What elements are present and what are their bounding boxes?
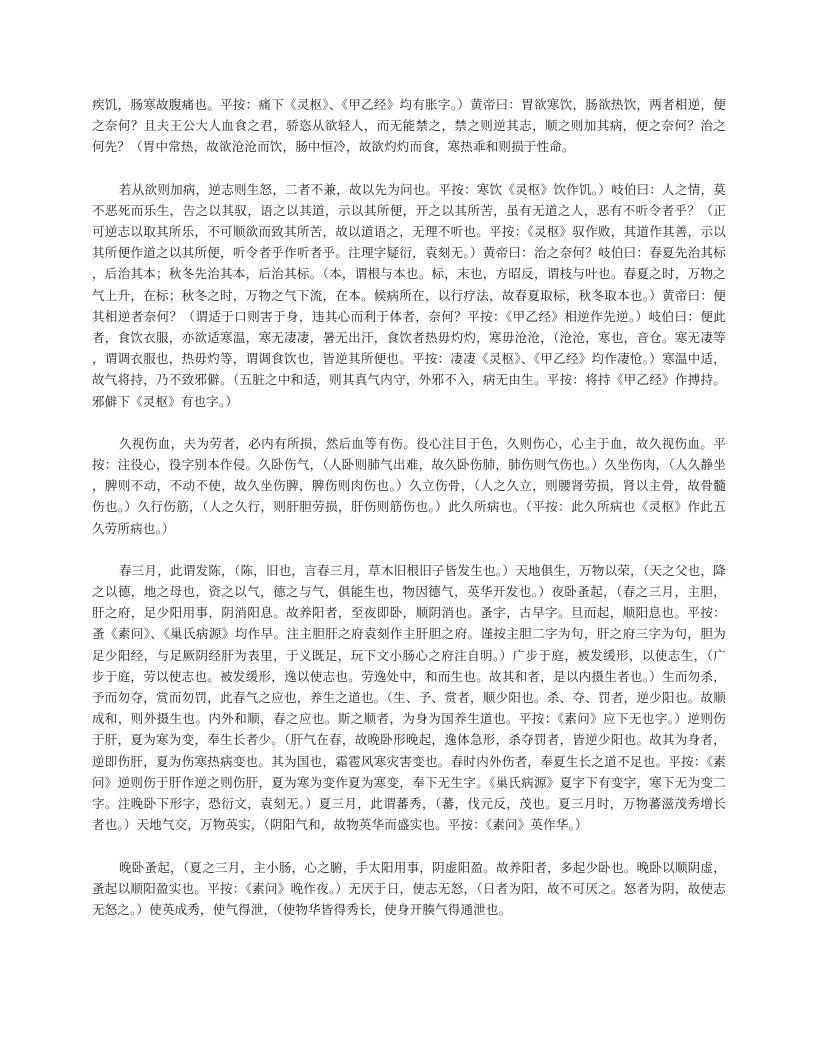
paragraph-1: 疾饥，肠寒故腹痛也。平按：痛下《灵枢》、《甲乙经》均有胀字。）黄帝曰：胃欲寒饮，肠欲热饮，两者相逆，便之奈何？且夫王公大人血食之君，骄恣从欲轻人，而无能禁之，禁之则逆其志，顺之则加其病，便之奈何？治之何先？（胃中常热，故欲沧沧而饮，肠中恒冷，故欲灼灼而食，寒热乖和则损于性命。: [92, 97, 726, 155]
document-page: [92, 94, 726, 941]
paragraph-4: 春三月，此谓发陈，（陈，旧也，言春三月，草木旧根旧子皆发生也。）天地俱生，万物以荣，（天之父也，降之以德，地之母也，资之以气，德之与气，俱能生也，物因德气，英华开发也。）夜卧蚤起，（春之三月，主胆，肝之府，足少阳用事，阴消阳息。故养阳者，至夜即卧，顺阴消也。蚤字，古早字。旦而起，顺阳息也。平按：蚤《素问》、《巢氏病源》均作早。注主胆肝之府袁刻作主肝胆之府。谨按主胆二字为句，肝之府三字为句，胆为足少阳经，与足厥阴经肝为表里，于义既足，玩下文小肠心之府注自明。）广步于庭，被发缓形，以使志生，（广步于庭，劳以使志也。被发缓形，逸以使志也。劳逸处中，和而生也。故其和者，是以内摄生者也。）生而勿杀，予而勿夺，赏而勿罚，此春气之应也，养生之道也。（生、予、赏者，顺少阳也。杀、夺、罚者，逆少阳也。故顺成和，则外摄生也。内外和顺，春之应也。斯之顺者，为身为国养生道也。平按：《素问》应下无也字。）逆则伤于肝，夏为寒为变，奉生长者少。（肝气在春，故晚卧形晚起，逸体急形，杀夺罚者，皆逆少阳也。故其为身者，逆即伤肝，夏为伤寒热病变也。其为国也，霜雹风寒灾害变也。春时内外伤者，奉夏生长之道不足也。平按：《素问》逆则伤于肝作逆之则伤肝，夏为寒为变作夏为寒变，奉下无生字。《巢氏病源》夏字下有变字，寒下无为变二字。注晚卧下形字，恐衍文，袁刻无。）夏三月，此谓蕃秀，（蕃，伐元反，茂也。夏三月时，万物蕃滋茂秀增长者也。）天地气交，万物英实，（阴阳气和，故物英华而盛实也。平按：《素问》英作华。）: [92, 562, 726, 833]
paragraph-5: 晚卧蚤起，（夏之三月，主小肠，心之腑，手太阳用事，阴虚阳盈。故养阳者，多起少卧也。晚卧以顺阴虚，蚤起以顺阳盈实也。平按：《素问》晚作夜。）无厌于日，使志无怒，（日者为阳，故不可厌之。怒者为阴，故使志无怒之。）使英成秀，使气得泄，（使物华皆得秀长，使身开腠气得通泄也。: [92, 859, 726, 917]
paragraph-2: 若从欲则加病，逆志则生怒，二者不兼，故以先为问也。平按：寒饮《灵枢》饮作饥。）岐伯曰：人之情，莫不恶死而乐生，告之以其驭，语之以其道，示以其所便，开之以其所苦，虽有无道之人，恶有不听令者乎？（正可逆志以取其所乐，不可顺欲而致其所苦，故以道语之，无理不听也。平按：《灵枢》驭作败，其道作其善，示以其所便作道之以其所便，听令者乎作听者乎。注理字疑衍，袁刻无。）黄帝曰：治之奈何？岐伯曰：春夏先治其标，后治其本；秋冬先治其本，后治其标。（本，谓根与本也。标，末也，方昭反，谓枝与叶也。春夏之时，万物之气上升，在标；秋冬之时，万物之气下流，在本。候病所在，以行疗法，故春夏取标，秋冬取本也。）黄帝曰：便其相逆者奈何？（谓适于口则害于身，违其心而利于体者，奈何？平按：《甲乙经》相逆作先逆。）岐伯曰：便此者，食饮衣服，亦欲适寒温，寒无凄凄，暑无出汗，食饮者热毋灼灼，寒毋沧沧，（沧沧，寒也，音仓。寒无凄等，谓调衣服也，热毋灼等，谓调食饮也，皆逆其所便也。平按：凄凄《灵枢》、《甲乙经》均作凄怆。）寒温中适，故气将持，乃不致邪僻。（五脏之中和适，则其真气内守，外邪不入，病无由生。平按：将持《甲乙经》作搏持。邪僻下《灵枢》有也字。）: [92, 181, 726, 409]
paragraph-3: 久视伤血，夫为劳者，必内有所损，然后血等有伤。役心注目于色，久则伤心，心主于血，故久视伤血。平按：注役心，役字别本作侵。久卧伤气，（人卧则肺气出难，故久卧伤肺，肺伤则气伤也。）久坐伤肉，（人久静坐，脾则不动，不动不使，故久坐伤脾，脾伤则肉伤也。）久立伤骨，（人之久立，则腰肾劳损，肾以主骨，故骨髓伤也。）久行伤筋，（人之久行，则肝胆劳损，肝伤则筋伤也。）此久所病也。（平按：此久所病也《灵枢》作此五久劳所病也。）: [92, 435, 726, 536]
